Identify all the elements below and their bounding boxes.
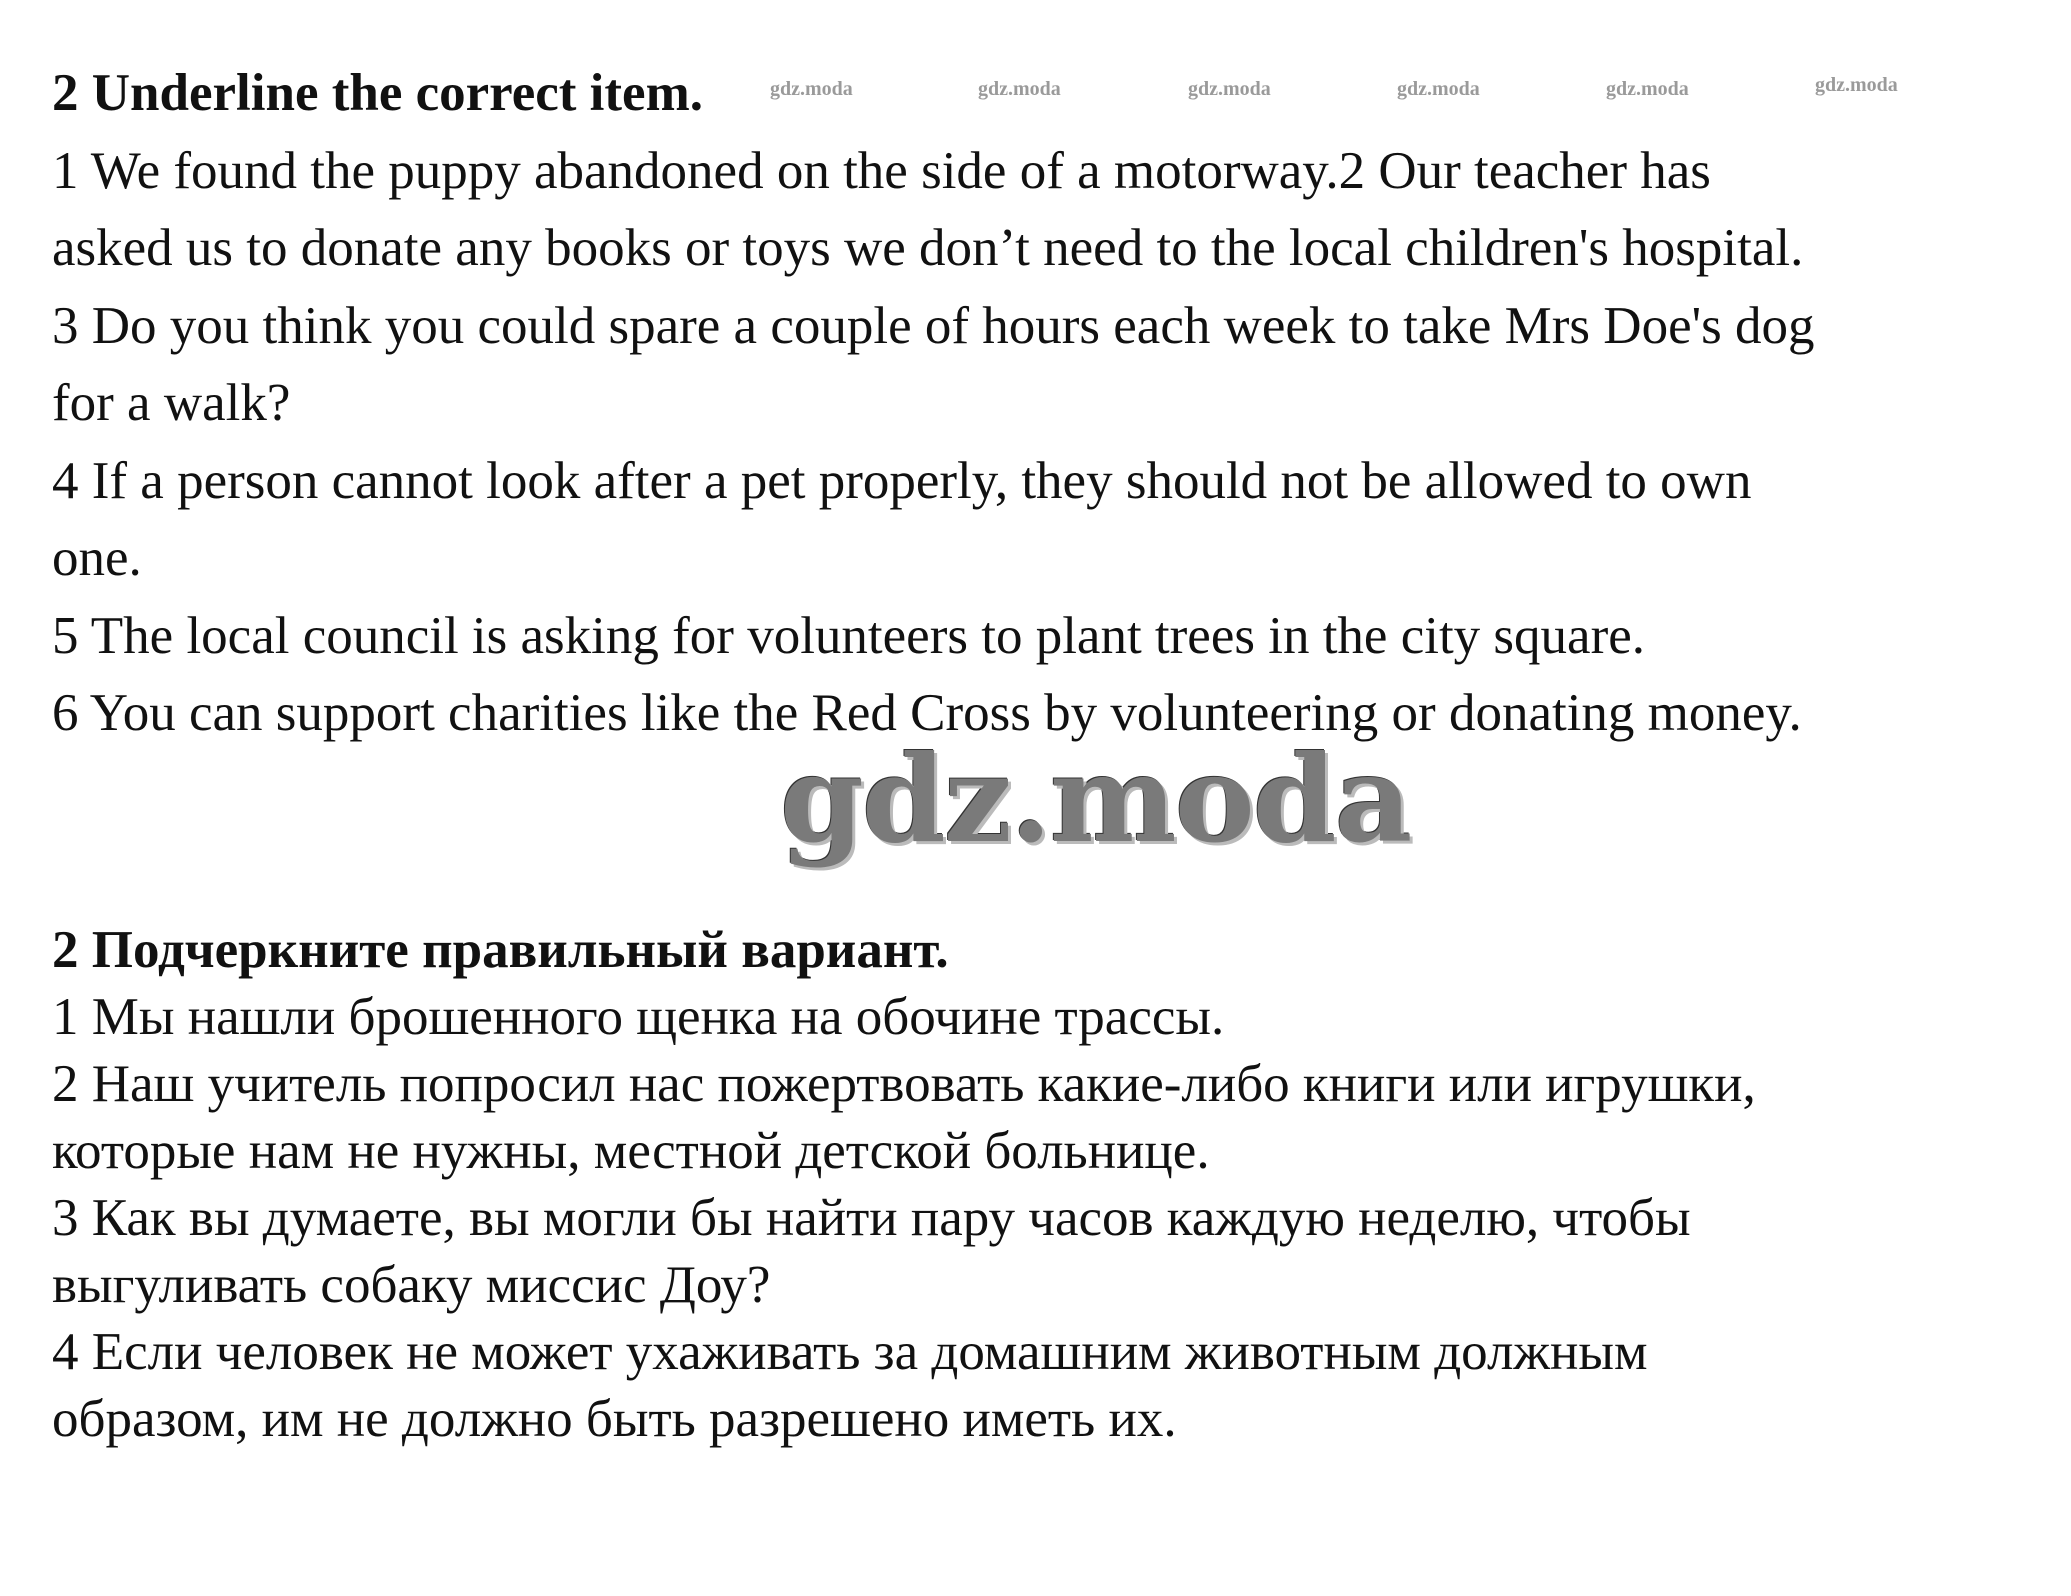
english-line: 3 Do you think you could spare a couple of hours each week to take Mrs Doe's dog: [52, 296, 1815, 355]
english-line: for a walk?: [52, 374, 291, 432]
russian-heading: 2 Подчеркните правильный вариант.: [52, 921, 949, 979]
english-line: 5 The local council is asking for volunteers to plant trees in the city square.: [52, 606, 1646, 665]
watermark-small: gdz.moda: [1397, 78, 1480, 100]
russian-line: 4 Если человек не может ухаживать за домашним животным должным: [52, 1323, 1648, 1381]
russian-line: которые нам не нужны, местной детской больнице.: [52, 1122, 1210, 1180]
watermark-small: gdz.moda: [1815, 74, 1898, 96]
watermark-small: gdz.moda: [978, 78, 1061, 100]
watermark-small: gdz.moda: [1606, 78, 1689, 100]
russian-line: 1 Мы нашли брошенного щенка на обочине трассы.: [52, 988, 1225, 1046]
english-line: 1 We found the puppy abandoned on the side of a motorway.2 Our teacher has: [52, 141, 1711, 200]
english-heading: 2 Underline the correct item.: [52, 64, 703, 122]
russian-line: 2 Наш учитель попросил нас пожертвовать какие-либо книги или игрушки,: [52, 1055, 1756, 1113]
russian-line: 3 Как вы думаете, вы могли бы найти пару часов каждую неделю, чтобы: [52, 1189, 1691, 1247]
russian-line: выгуливать собаку миссис Доу?: [52, 1256, 771, 1314]
english-line: 4 If a person cannot look after a pet properly, they should not be allowed to own: [52, 451, 1752, 510]
english-line: one.: [52, 529, 142, 587]
english-exercise: [52, 55, 2042, 753]
english-line: asked us to donate any books or toys we don’t need to the local children's hospital.: [52, 219, 1804, 277]
english-line: 6 You can support charities like the Red Cross by volunteering or donating money.: [52, 684, 1802, 742]
watermark-small: gdz.moda: [770, 78, 853, 100]
watermark-large: gdz.moda: [780, 729, 1411, 870]
russian-exercise: [52, 917, 2042, 1453]
watermark-small: gdz.moda: [1188, 78, 1271, 100]
russian-line: образом, им не должно быть разрешено иметь их.: [52, 1390, 1177, 1448]
